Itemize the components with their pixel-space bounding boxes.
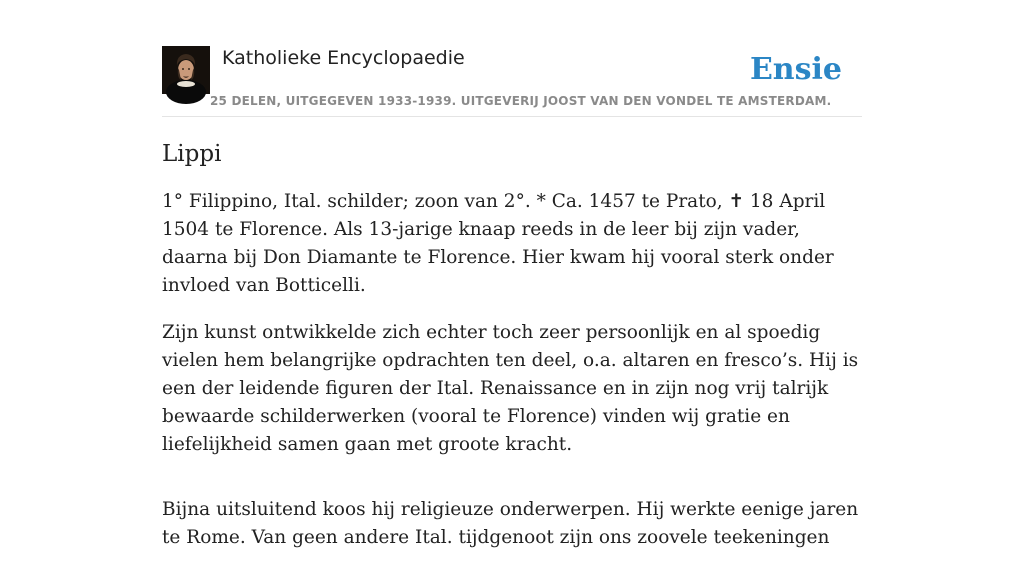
source-avatar[interactable] bbox=[162, 46, 210, 94]
source-subtitle: 25 DELEN, UITGEGEVEN 1933-1939. UITGEVERIJ JOOST VAN DEN VONDEL TE AMSTERDAM. bbox=[210, 94, 832, 108]
portrait-avatar-icon bbox=[162, 46, 210, 94]
entry-paragraph: Bijna uitsluitend koos hij religieuze onderwerpen. Hij werkte eenige jaren te Rome. Van geen andere Ital. tijdgenoot zijn ons zoovele teekeningen bbox=[162, 499, 859, 548]
entry-content bbox=[162, 138, 867, 571]
source-header bbox=[162, 46, 862, 117]
entry-paragraph: 1° Filippino, Ital. schilder; zoon van 2°. * Ca. 1457 te Prato, ✝ 18 April 1504 te Florence. Als 13-jarige knaap reeds in de leer bij zijn vader, daarna bij Don Diamante te Florence. Hier kwam hij vooral sterk onder invloed van Botticelli. bbox=[162, 191, 834, 296]
entry-paragraph: Zijn kunst ontwikkelde zich echter toch zeer persoonlijk en al spoedig vielen hem belangrijke opdrachten ten deel, o.a. altaren en fresco’s. Hij is een der leidende figuren der Ital. Renaissance en in zijn nog vrij talrijk bewaarde schilderwerken (vooral te Florence) vinden wij gratie en liefelijkheid samen gaan met groote kracht. bbox=[162, 322, 859, 455]
entry-title: Lippi bbox=[162, 141, 222, 167]
source-title[interactable]: Katholieke Encyclopaedie bbox=[222, 47, 465, 69]
brand-logo[interactable]: Ensie bbox=[749, 52, 842, 87]
